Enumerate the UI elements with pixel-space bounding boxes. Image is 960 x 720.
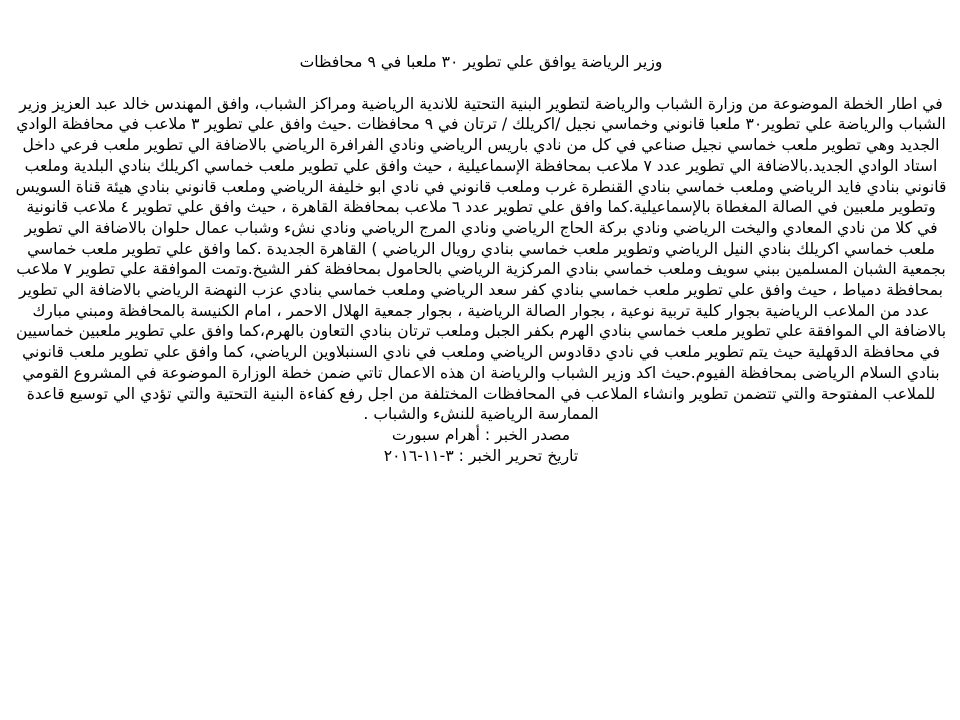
article-date: تاريخ تحرير الخبر : ٣-١١-٢٠١٦ <box>383 446 579 465</box>
article-paragraph-1: في اطار الخطة الموضوعة من وزارة الشباب والرياضة لتطوير البنية التحتية للاندية الرياضية ومراكز الشباب، وافق المهندس خالد عبد العزيز وزير الشباب والرياضة علي تطوير٣٠ ملعبا قانوني وخماسي نجيل /اكريلك / ترتان في ٩ محافظات .حيث وافق علي تطوير ٣ ملاعب في محافظة الوادي الجديد وهي تطوير ملعب خماسي نجيل صناعي في كل من نادي باريس الرياضي ونادي الفرافرة الرياضي بالاضافة الي تطوير ملعب فرعي داخل استاد الوادي الجديد.بالاضافة الي تطوير عدد ٧ ملاعب بمحافظة الإسماعيلية ، حيث وافق علي تطوير ملعب خماسي اكريلك بنادي البلدية وملعب قانوني بنادي فايد الرياضي وملعب خماسي بنادي القنطرة غرب وملعب قانوني في نادي ابو خليفة الرياضي وملعب قانوني بنادي هيئة قناة السويس وتطوير ملعبين في الصالة المغطاة بالإسماعيلية.كما وافق علي تطوير عدد ٦ ملاعب بمحافظة القاهرة ، حيث وافق علي تطوير ٤ ملاعب قانونية في كلا من نادي المعادي واليخت الرياضي ونادي بركة الحاج الرياضي ونادي المرج الرياضي ونادي نشء وشباب عمال حلوان بالاضافة الي تطوير ملعب خماسي اكريلك بنادي النيل الرياضي وتطوير ملعب خماسي بنادي رويال الرياضي ) القاهرة الجديدة .كما وافق علي تطوير ملعب خماسي بجمعية الشبان المسلمين ببني سويف وملعب خماسي بنادي المركزية الرياضي بالحامول بمحافظة كفر الشيخ.وتمت الموافقة علي تطوير ٧ ملاعب بمحافظة دمياط ، حيث وافق علي تطوير ملعب خماسي بنادي كفر سعد الرياضي وملعب خماسي بنادي عزب النهضة الرياضي بالاضافة الي تطوير عدد من الملاعب الرياضية بجوار كلية تربية نوعية ، بجوار الصالة الرياضية ، بجوار جمعية الهلال الاحمر ، امام الكنيسة بالمحافظة ومبني مبارك <box>15 94 947 320</box>
article-document <box>14 52 948 466</box>
article-title: وزير الرياضة يوافق علي تطوير ٣٠ ملعبا في ٩ محافظات <box>299 53 663 71</box>
article-source: مصدر الخبر : أهرام سبورت <box>391 425 571 444</box>
article-paragraph-2: بالاضافة الي الموافقة علي تطوير ملعب خماسي بنادي الهرم بكفر الجبل وملعب ترتان بنادي التعاون بالهرم،كما وافق علي تطوير ملعبين خماسيين في محافظة الدقهلية حيث يتم تطوير ملعب في نادي دقادوس الرياضي وملعب في نادي السنبلاوين الرياضي، كما وافق علي تطوير ملعب قانوني بنادي السلام الرياضى بمحافظة الفيوم.حيث اكد وزير الشباب والرياضة ان هذه الاعمال تاتي ضمن خطة الوزارة الموضوعة في المشروع القومي للملاعب المفتوحة والتي تتضمن تطوير وانشاء الملاعب في المحافظات المختلفة من اجل رفع كفاءة البنية التحتية والتي تؤدي الي توسيع قاعدة الممارسة الرياضية للنشء والشباب . <box>15 322 947 424</box>
